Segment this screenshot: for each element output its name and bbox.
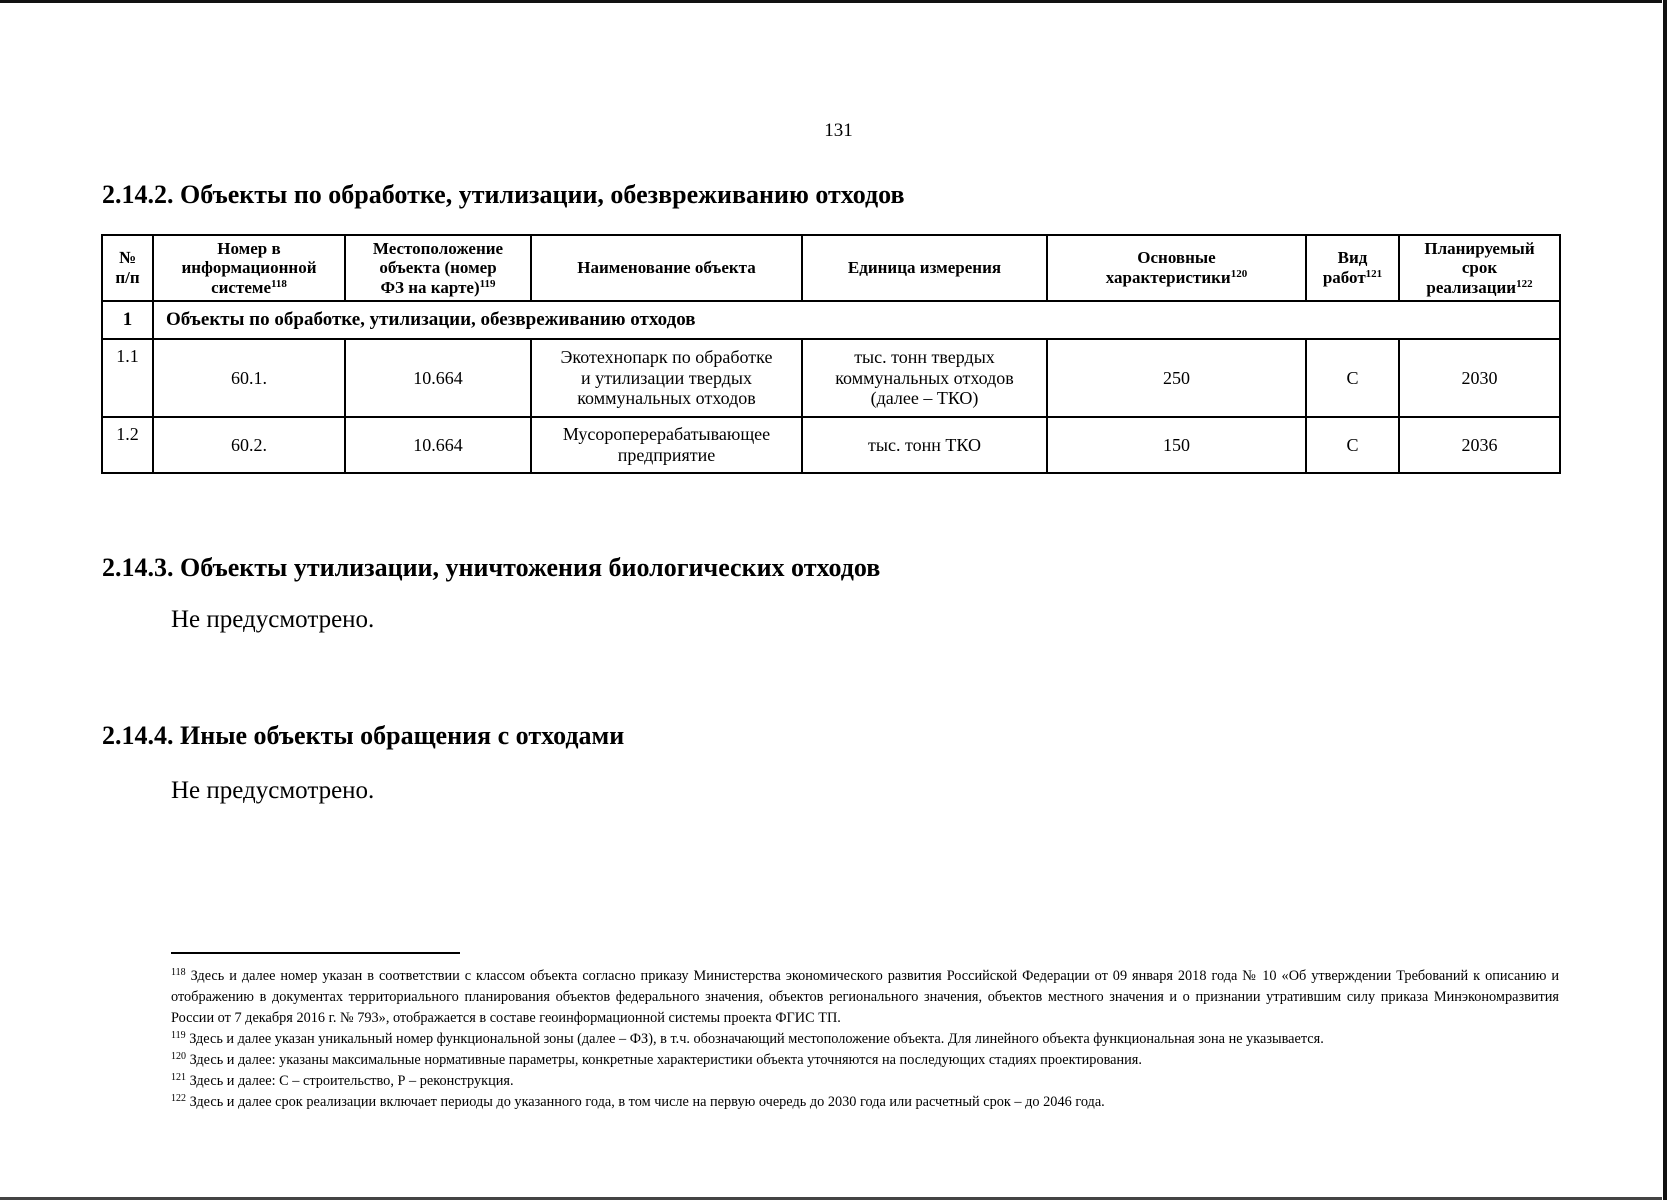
table-group-row	[102, 301, 1560, 339]
header-term: Планируемый срок реализации$^{122}$	[1399, 235, 1560, 301]
table-row	[102, 417, 1560, 473]
header-location: Местоположение объекта (номер ФЗ на карте)$^{119}$	[345, 235, 531, 301]
footnote-ref: 122	[1516, 277, 1533, 290]
header-characteristics: Основные характеристики$^{120}$	[1047, 235, 1306, 301]
footnote-119: $^{119}$ Здесь и далее указан уникальный номер функциональной зоны (далее – ФЗ), в т.ч. обозначающий местоположение объекта. Для линейного объекта функциональная зона не указывается.	[171, 1030, 1324, 1047]
footnote-separator	[171, 952, 460, 954]
row-info-id: 60.1.	[153, 339, 345, 417]
section-2-14-4-text: Не предусмотрено.	[171, 777, 375, 804]
row-term: 2030	[1399, 339, 1560, 417]
footnote-ref: 120	[1230, 268, 1248, 280]
row-location: 10.664	[345, 339, 531, 417]
page-number: 131	[824, 120, 853, 141]
row-work-type: С	[1306, 339, 1399, 417]
section-title-2-14-4: 2.14.4. Иные объекты обращения с отходами	[102, 721, 625, 750]
row-work-type: С	[1306, 417, 1399, 473]
footnote-120: $^{120}$ Здесь и далее: указаны максимальные нормативные параметры, конкретные характеристики объекта уточняются на последующих стадиях проектирования.	[171, 1051, 1142, 1068]
row-term: 2036	[1399, 417, 1560, 473]
scan-edge-right	[1663, 0, 1667, 1200]
section-title-2-14-2: 2.14.2. Объекты по обработке, утилизации, обезвреживанию отходов	[102, 180, 905, 209]
header-info-system: Номер в информационной системе$^{118}$	[153, 235, 345, 301]
group-num: 1	[102, 301, 153, 339]
row-unit: тыс. тонн твердых коммунальных отходов (далее – ТКО)	[802, 339, 1047, 417]
row-num: 1.2	[102, 417, 153, 473]
footnotes	[171, 966, 1559, 1113]
row-location: 10.664	[345, 417, 531, 473]
row-info-id: 60.2.	[153, 417, 345, 473]
header-unit: Единица измерения	[802, 235, 1047, 301]
row-object-name: Экотехнопарк по обработке и утилизации твердых коммунальных отходов	[531, 339, 802, 417]
footnote-ref: 119	[479, 277, 496, 290]
footnote-122: $^{122}$ Здесь и далее срок реализации включает периоды до указанного года, в том числе на первую очередь до 2030 года или расчетный срок – до 2046 года.	[171, 1093, 1105, 1110]
header-num: № п/п	[102, 235, 153, 301]
table-header-row	[102, 235, 1560, 301]
row-object-name: Мусороперерабатывающее предприятие	[531, 417, 802, 473]
footnote-118: $^{118}$ Здесь и далее номер указан в соответствии с классом объекта согласно приказу Министерства экономического развития Российской Федерации от 09 января 2018 года № 10 «Об утверждении Требований к описанию и отображению в документах территориального планирования объектов федерального значения, объектов регионального значения, объектов местного значения и о признании утратившим силу приказа Минэкономразвития России от 7 декабря 2016 г. № 793», отображается в составе геоинформационной системы проекта ФГИС ТП.	[171, 967, 1559, 1026]
footnote-121: $^{121}$ Здесь и далее: С – строительство, Р – реконструкция.	[171, 1072, 514, 1089]
section-2-14-3-text: Не предусмотрено.	[171, 606, 375, 633]
header-work-type: Вид работ$^{121}$	[1306, 235, 1399, 301]
objects-table	[101, 234, 1561, 474]
row-characteristics: 150	[1047, 417, 1306, 473]
header-object-name: Наименование объекта	[531, 235, 802, 301]
section-title-2-14-3: 2.14.3. Объекты утилизации, уничтожения биологических отходов	[102, 553, 881, 582]
group-title: Объекты по обработке, утилизации, обезвреживанию отходов	[153, 301, 1560, 339]
scan-edge-top	[0, 0, 1662, 3]
footnote-ref: 121	[1365, 268, 1383, 280]
row-num: 1.1	[102, 339, 153, 417]
table-row	[102, 339, 1560, 417]
footnote-ref: 118	[271, 277, 287, 290]
row-characteristics: 250	[1047, 339, 1306, 417]
row-unit: тыс. тонн ТКО	[802, 417, 1047, 473]
